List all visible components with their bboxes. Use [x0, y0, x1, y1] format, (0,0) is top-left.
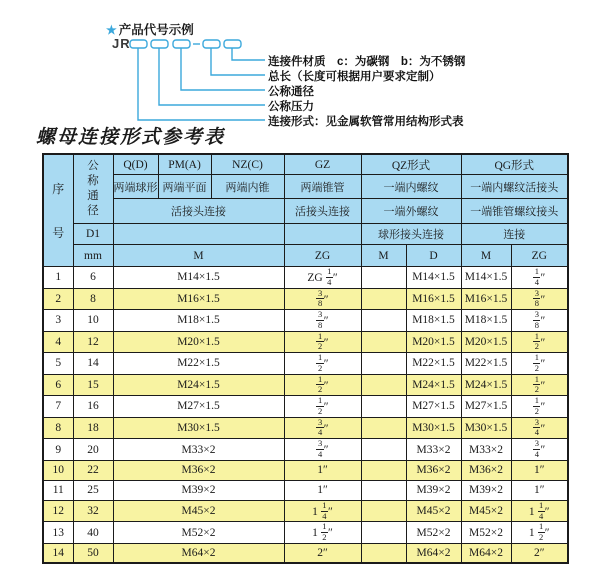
cell-qg-m: M16×1.5	[461, 288, 511, 310]
cell-dn: 10	[73, 310, 113, 332]
header-code-pma: PM(A)	[158, 154, 211, 175]
fraction: $\frac{1}{2}$	[317, 331, 323, 352]
cell-qz-d: M33×2	[406, 439, 461, 461]
cell-qg-m: M33×2	[461, 439, 511, 461]
header-nz-desc: 两端内锥	[211, 175, 284, 199]
cell-qg-m: M45×2	[461, 500, 511, 522]
table-row	[43, 267, 568, 289]
cell-qz-m	[361, 331, 406, 353]
cell-qg-zg: $\frac{1}{2}$ ″	[511, 374, 568, 396]
table-row	[43, 439, 568, 461]
star-icon: ★	[106, 23, 117, 37]
cell-qz-d: M52×2	[406, 522, 461, 544]
fraction: $\frac{1}{4}$	[327, 266, 332, 287]
cell-dn: 15	[73, 374, 113, 396]
header-code-nzc: NZ(C)	[211, 154, 284, 175]
fraction: $\frac{1}{2}$	[534, 374, 539, 395]
fraction: $\frac{1}{2}$	[539, 521, 544, 543]
header-qz-desc2: 一端外螺纹	[361, 199, 461, 224]
cell-seq: 5	[43, 353, 73, 375]
cell-dn: 16	[73, 396, 113, 418]
cell-qg-m: M30×1.5	[461, 417, 511, 439]
fraction: $\frac{1}{2}$	[534, 395, 539, 416]
cell-gz-zg: 1″	[284, 460, 361, 480]
header-gz-desc: 两端锥管	[284, 175, 361, 199]
cell-qg-m: M64×2	[461, 543, 511, 563]
cell-gz-zg: $\frac{1}{2}$ ″	[284, 396, 361, 418]
cell-qg-zg: $\frac{3}{8}$ ″	[511, 310, 568, 332]
cell-qz-m	[361, 439, 406, 461]
header-qg-zg: ZG	[511, 245, 568, 267]
cell-qz-m	[361, 522, 406, 544]
header-qz-m: M	[361, 245, 406, 267]
code-box-1	[130, 40, 147, 48]
cell-seq: 8	[43, 417, 73, 439]
cell-m: M27×1.5	[113, 396, 284, 418]
fraction: $\frac{3}{8}$	[317, 288, 323, 309]
cell-qz-m	[361, 374, 406, 396]
table-row	[43, 396, 568, 418]
cell-qg-m: M27×1.5	[461, 396, 511, 418]
cell-seq: 3	[43, 310, 73, 332]
cell-qg-m: M39×2	[461, 480, 511, 500]
lead-line-length	[211, 48, 265, 75]
header-pm-desc: 两端平面	[158, 175, 211, 199]
table-row	[43, 288, 568, 310]
cell-gz-zg: $\frac{1}{2}$ ″	[284, 353, 361, 375]
cell-qz-d: M16×1.5	[406, 288, 461, 310]
table-row	[43, 331, 568, 353]
cell-qz-d: M39×2	[406, 480, 461, 500]
cell-dn: 20	[73, 439, 113, 461]
table-row	[43, 353, 568, 375]
cell-qz-m	[361, 460, 406, 480]
cell-seq: 13	[43, 522, 73, 544]
header-m-main: M	[113, 245, 284, 267]
cell-seq: 2	[43, 288, 73, 310]
cell-qg-m: M36×2	[461, 460, 511, 480]
table-row	[43, 500, 568, 522]
header-dn: 公称通径	[73, 154, 113, 224]
cell-qg-zg: 1 $\frac{1}{4}$ ″	[511, 500, 568, 522]
cell-qz-d: M45×2	[406, 500, 461, 522]
cell-gz-zg: $\frac{3}{4}$ ″	[284, 439, 361, 461]
header-qg-desc2: 一端锥管螺纹接头	[461, 199, 568, 224]
cell-dn: 32	[73, 500, 113, 522]
cell-m: M16×1.5	[113, 288, 284, 310]
header-qz-d: D	[406, 245, 461, 267]
cell-qg-m: M52×2	[461, 522, 511, 544]
cell-qg-zg: $\frac{3}{4}$ ″	[511, 439, 568, 461]
header-empty-mid	[113, 224, 284, 245]
cell-seq: 14	[43, 543, 73, 563]
cell-gz-zg: $\frac{3}{4}$ ″	[284, 417, 361, 439]
fraction: $\frac{1}{2}$	[317, 352, 323, 373]
cell-qz-d: M18×1.5	[406, 310, 461, 332]
cell-qz-d: M20×1.5	[406, 331, 461, 353]
table-title: 螺母连接形式参考表	[36, 127, 226, 148]
header-qg-m: M	[461, 245, 511, 267]
code-box-5	[224, 40, 241, 48]
cell-qg-m: M24×1.5	[461, 374, 511, 396]
lead-line-pressure	[159, 48, 265, 105]
cell-seq: 1	[43, 267, 73, 289]
fraction: $\frac{3}{4}$	[534, 438, 539, 460]
cell-seq: 11	[43, 480, 73, 500]
cell-m: M20×1.5	[113, 331, 284, 353]
cell-qz-d: M64×2	[406, 543, 461, 563]
cell-qz-d: M24×1.5	[406, 374, 461, 396]
header-d1: D1	[73, 224, 113, 245]
cell-dn: 40	[73, 522, 113, 544]
cell-m: M22×1.5	[113, 353, 284, 375]
cell-m: M18×1.5	[113, 310, 284, 332]
cell-dn: 50	[73, 543, 113, 563]
code-box-4	[203, 40, 220, 48]
header-empty-gz	[284, 224, 361, 245]
cell-m: M36×2	[113, 460, 284, 480]
cell-seq: 6	[43, 374, 73, 396]
cell-dn: 6	[73, 267, 113, 289]
table-row	[43, 522, 568, 544]
lead-line-connection	[138, 48, 265, 120]
cell-qz-m	[361, 288, 406, 310]
cell-m: M24×1.5	[113, 374, 284, 396]
cell-qg-zg: $\frac{1}{4}$ ″	[511, 267, 568, 289]
table-row	[43, 417, 568, 439]
cell-gz-zg: 1″	[284, 480, 361, 500]
header-qz-desc3: 球形接头连接	[361, 224, 461, 245]
cell-qz-d: M14×1.5	[406, 267, 461, 289]
cell-gz-zg: ZG $\frac{1}{4}$ ″	[284, 267, 361, 289]
cell-m: M52×2	[113, 522, 284, 544]
fraction: $\frac{3}{4}$	[534, 417, 539, 438]
header-q-desc: 两端球形	[113, 175, 158, 199]
cell-qz-m	[361, 480, 406, 500]
header-qg-desc1: 一端内螺纹活接头	[461, 175, 568, 199]
cell-seq: 10	[43, 460, 73, 480]
lead-line-material	[232, 48, 265, 60]
cell-gz-zg: $\frac{1}{2}$ ″	[284, 374, 361, 396]
cell-qz-d: M36×2	[406, 460, 461, 480]
header-code-qd: Q(D)	[113, 154, 158, 175]
header-code-gz: GZ	[284, 154, 361, 175]
cell-seq: 9	[43, 439, 73, 461]
cell-gz-zg: $\frac{3}{8}$ ″	[284, 310, 361, 332]
cell-m: M39×2	[113, 480, 284, 500]
cell-gz-zg: 2″	[284, 543, 361, 563]
fraction: $\frac{1}{4}$	[539, 500, 544, 521]
cell-qg-m: M18×1.5	[461, 310, 511, 332]
cell-seq: 4	[43, 331, 73, 353]
cell-qg-m: M20×1.5	[461, 331, 511, 353]
header-qz-desc1: 一端内螺纹	[361, 175, 461, 199]
header-code-qg: QG形式	[461, 154, 568, 175]
cell-qg-zg: 1″	[511, 480, 568, 500]
header-zg-main: ZG	[284, 245, 361, 267]
cell-gz-zg: 1 $\frac{1}{2}$ ″	[284, 522, 361, 544]
cell-seq: 7	[43, 396, 73, 418]
cell-qz-m	[361, 543, 406, 563]
cell-m: M33×2	[113, 439, 284, 461]
cell-qz-d: M27×1.5	[406, 396, 461, 418]
fraction: $\frac{3}{8}$	[534, 309, 539, 330]
header-union-connection: 活接头连接	[113, 199, 284, 224]
fraction: $\frac{1}{4}$	[534, 266, 539, 287]
fraction: $\frac{1}{2}$	[534, 352, 539, 373]
header-mm: mm	[73, 245, 113, 267]
fraction: $\frac{3}{8}$	[317, 309, 323, 330]
header-seq: 序号	[43, 154, 73, 267]
diagram-title: 产品代号示例	[118, 23, 194, 37]
cell-m: M64×2	[113, 543, 284, 563]
code-label-dn: 公称通径	[268, 86, 314, 98]
fraction: $\frac{1}{2}$	[317, 395, 323, 416]
table-header	[43, 154, 568, 267]
cell-dn: 18	[73, 417, 113, 439]
cell-qz-m	[361, 500, 406, 522]
product-code-prefix: JR	[112, 36, 131, 51]
cell-seq: 12	[43, 500, 73, 522]
cell-qg-zg: $\frac{1}{2}$ ″	[511, 331, 568, 353]
code-box-3	[173, 40, 190, 48]
cell-m: M45×2	[113, 500, 284, 522]
cell-qz-m	[361, 417, 406, 439]
cell-qz-d: M22×1.5	[406, 353, 461, 375]
cell-m: M14×1.5	[113, 267, 284, 289]
cell-dn: 25	[73, 480, 113, 500]
cell-qz-m	[361, 267, 406, 289]
lead-line-dn	[181, 48, 265, 90]
cell-gz-zg: $\frac{3}{8}$ ″	[284, 288, 361, 310]
header-gz-connection: 活接头连接	[284, 199, 361, 224]
table-row	[43, 543, 568, 563]
cell-dn: 14	[73, 353, 113, 375]
code-label-connection: 连接形式：见金属软管常用结构形式表	[268, 116, 464, 128]
cell-dn: 12	[73, 331, 113, 353]
cell-qz-d: M30×1.5	[406, 417, 461, 439]
cell-gz-zg: 1 $\frac{1}{4}$ ″	[284, 500, 361, 522]
cell-qg-zg: 2″	[511, 543, 568, 563]
code-box-2	[151, 40, 168, 48]
fraction: $\frac{1}{2}$	[534, 331, 539, 352]
fraction: $\frac{3}{4}$	[317, 438, 323, 460]
fraction: $\frac{3}{8}$	[534, 288, 539, 309]
header-code-qz: QZ形式	[361, 154, 461, 175]
cell-dn: 8	[73, 288, 113, 310]
code-label-material: 连接件材质 c：为碳钢 b：为不锈钢	[268, 56, 466, 68]
cell-qz-m	[361, 310, 406, 332]
cell-gz-zg: $\frac{1}{2}$ ″	[284, 331, 361, 353]
cell-m: M30×1.5	[113, 417, 284, 439]
table-row	[43, 460, 568, 480]
cell-qz-m	[361, 396, 406, 418]
table-row	[43, 374, 568, 396]
fraction: $\frac{1}{2}$	[317, 374, 323, 395]
nut-connection-reference-table	[42, 153, 569, 564]
cell-qz-m	[361, 353, 406, 375]
cell-dn: 22	[73, 460, 113, 480]
cell-qg-zg: 1″	[511, 460, 568, 480]
code-label-length: 总长（长度可根据用户要求定制）	[268, 71, 441, 83]
fraction: $\frac{1}{2}$	[322, 521, 327, 543]
cell-qg-zg: $\frac{3}{8}$ ″	[511, 288, 568, 310]
cell-qg-zg: $\frac{1}{2}$ ″	[511, 353, 568, 375]
code-label-pressure: 公称压力	[268, 101, 314, 113]
table-row	[43, 480, 568, 500]
table-row	[43, 310, 568, 332]
cell-qg-zg: 1 $\frac{1}{2}$ ″	[511, 522, 568, 544]
cell-qg-m: M14×1.5	[461, 267, 511, 289]
table-body	[43, 267, 568, 564]
cell-qg-m: M22×1.5	[461, 353, 511, 375]
fraction: $\frac{1}{4}$	[322, 500, 327, 521]
header-qg-desc3: 连接	[461, 224, 568, 245]
fraction: $\frac{3}{4}$	[317, 417, 323, 438]
cell-qg-zg: $\frac{3}{4}$ ″	[511, 417, 568, 439]
cell-qg-zg: $\frac{1}{2}$ ″	[511, 396, 568, 418]
